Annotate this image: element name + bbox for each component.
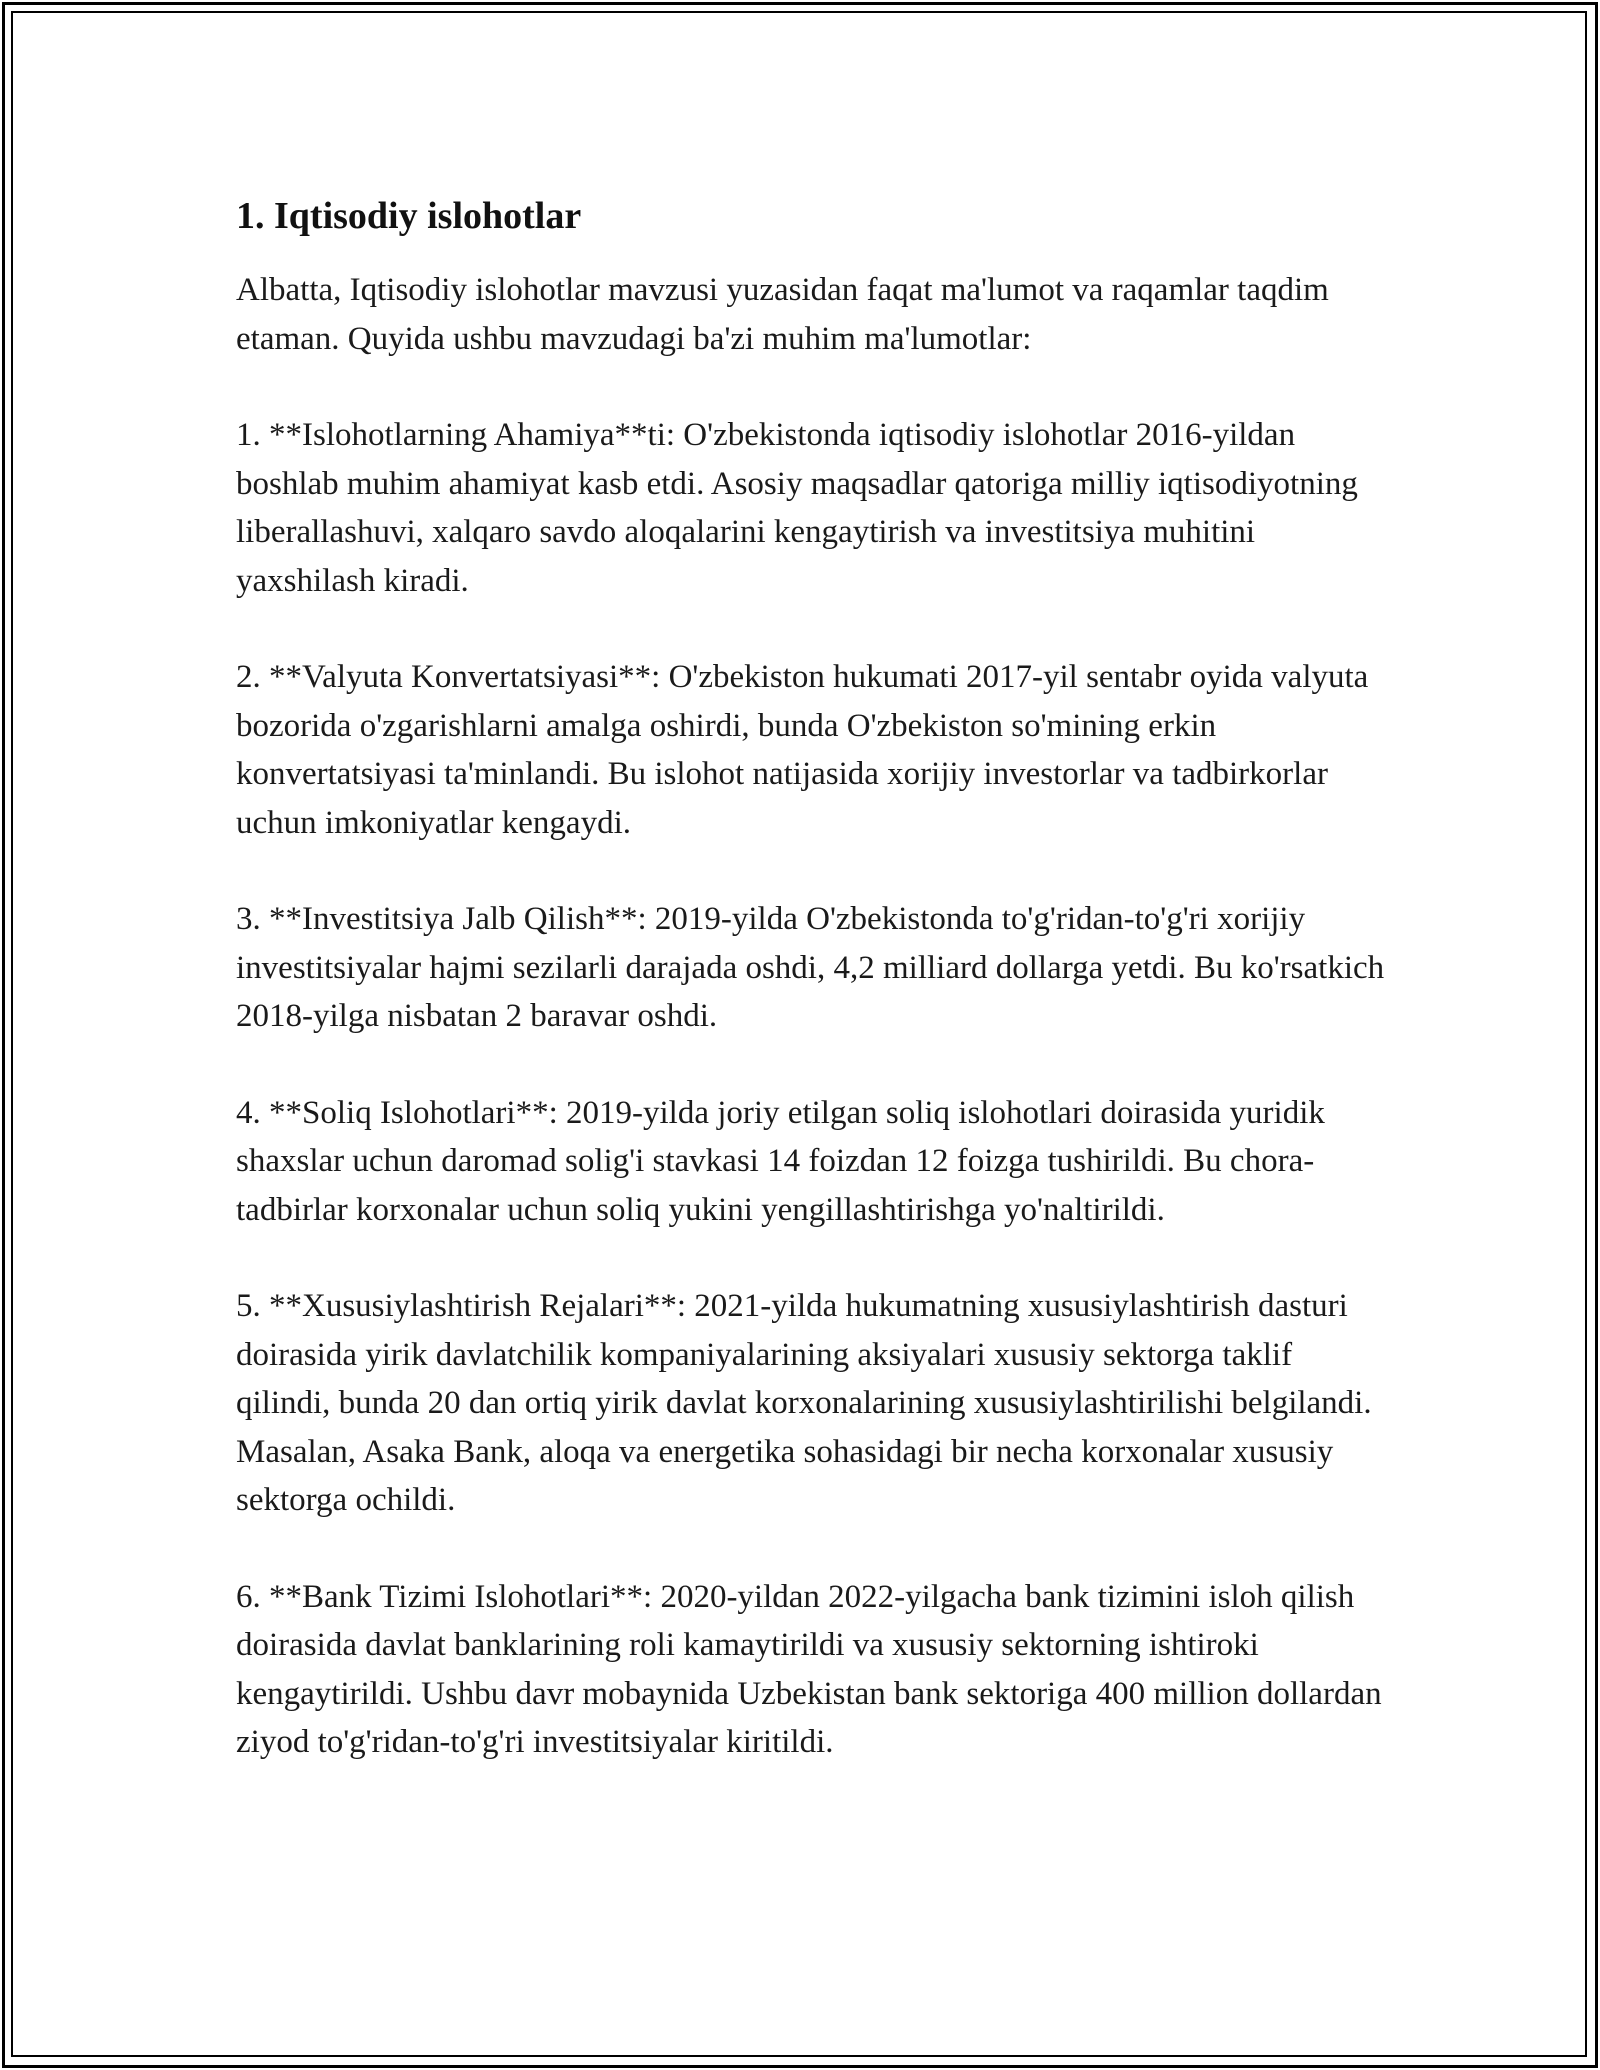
section-heading: 1. Iqtisodiy islohotlar: [236, 195, 582, 237]
intro-paragraph: Albatta, Iqtisodiy islohotlar mavzusi yuzasidan faqat ma'lumot va raqamlar taqdim etaman. Quyida ushbu mavzudagi ba'zi muhim ma'lumotlar:: [236, 272, 1329, 357]
list-item-3: 3. **Investitsiya Jalb Qilish**: 2019-yilda O'zbekistonda to'g'ridan-to'g'ri xorijiy investitsiyalar hajmi sezilarli darajada oshdi, 4,2 milliard dollarga yetdi. Bu ko'rsatkich 2018-yilga nisbatan 2 baravar oshdi.: [236, 901, 1385, 1034]
list-item-4: 4. **Soliq Islohotlari**: 2019-yilda joriy etilgan soliq islohotlari doirasida yuridik shaxslar uchun daromad solig'i stavkasi 14 foizdan 12 foizga tushirildi. Bu chora-tadbirlar korxonalar uchun soliq yukini yengillashtirishga yo'naltirildi.: [236, 1094, 1325, 1228]
list-item-1: 1. **Islohotlarning Ahamiya**ti: O'zbekistonda iqtisodiy islohotlar 2016-yildan boshlab muhim ahamiyat kasb etdi. Asosiy maqsadlar qatoriga milliy iqtisodiyotning liberallashuvi, xalqaro savdo aloqalarini kengaytirish va investitsiya muhitini yaxshilash kiradi.: [236, 417, 1358, 599]
list-item-6: 6. **Bank Tizimi Islohotlari**: 2020-yildan 2022-yilgacha bank tizimini isloh qilish doirasida davlat banklarining roli kamaytirildi va xususiy sektorning ishtiroki kengaytirildi. Ushbu davr mobaynida Uzbekistan bank sektoriga 400 million dollardan ziyod to'g'ridan-to'g'ri investitsiyalar kiritildi.: [236, 1578, 1382, 1760]
document-body: [236, 188, 1386, 1815]
list-item-2: 2. **Valyuta Konvertatsiyasi**: O'zbekiston hukumati 2017-yil sentabr oyida valyuta bozorida o'zgarishlarni amalga oshirdi, bunda O'zbekiston so'mining erkin konvertatsiyasi ta'minlandi. Bu islohot natijasida xorijiy investorlar va tadbirkorlar uchun imkoniyatlar kengaydi.: [236, 659, 1369, 841]
list-item-5: 5. **Xususiylashtirish Rejalari**: 2021-yilda hukumatning xususiylashtirish dasturi doirasida yirik davlatchilik kompaniyalarining aksiyalari xususiy sektorga taklif qilindi, bunda 20 dan ortiq yirik davlat korxonalarining xususiylashtirilishi belgilandi. Masalan, Asaka Bank, aloqa va energetika sohasidagi bir necha korxonalar xususiy sektorga ochildi.: [236, 1288, 1372, 1518]
